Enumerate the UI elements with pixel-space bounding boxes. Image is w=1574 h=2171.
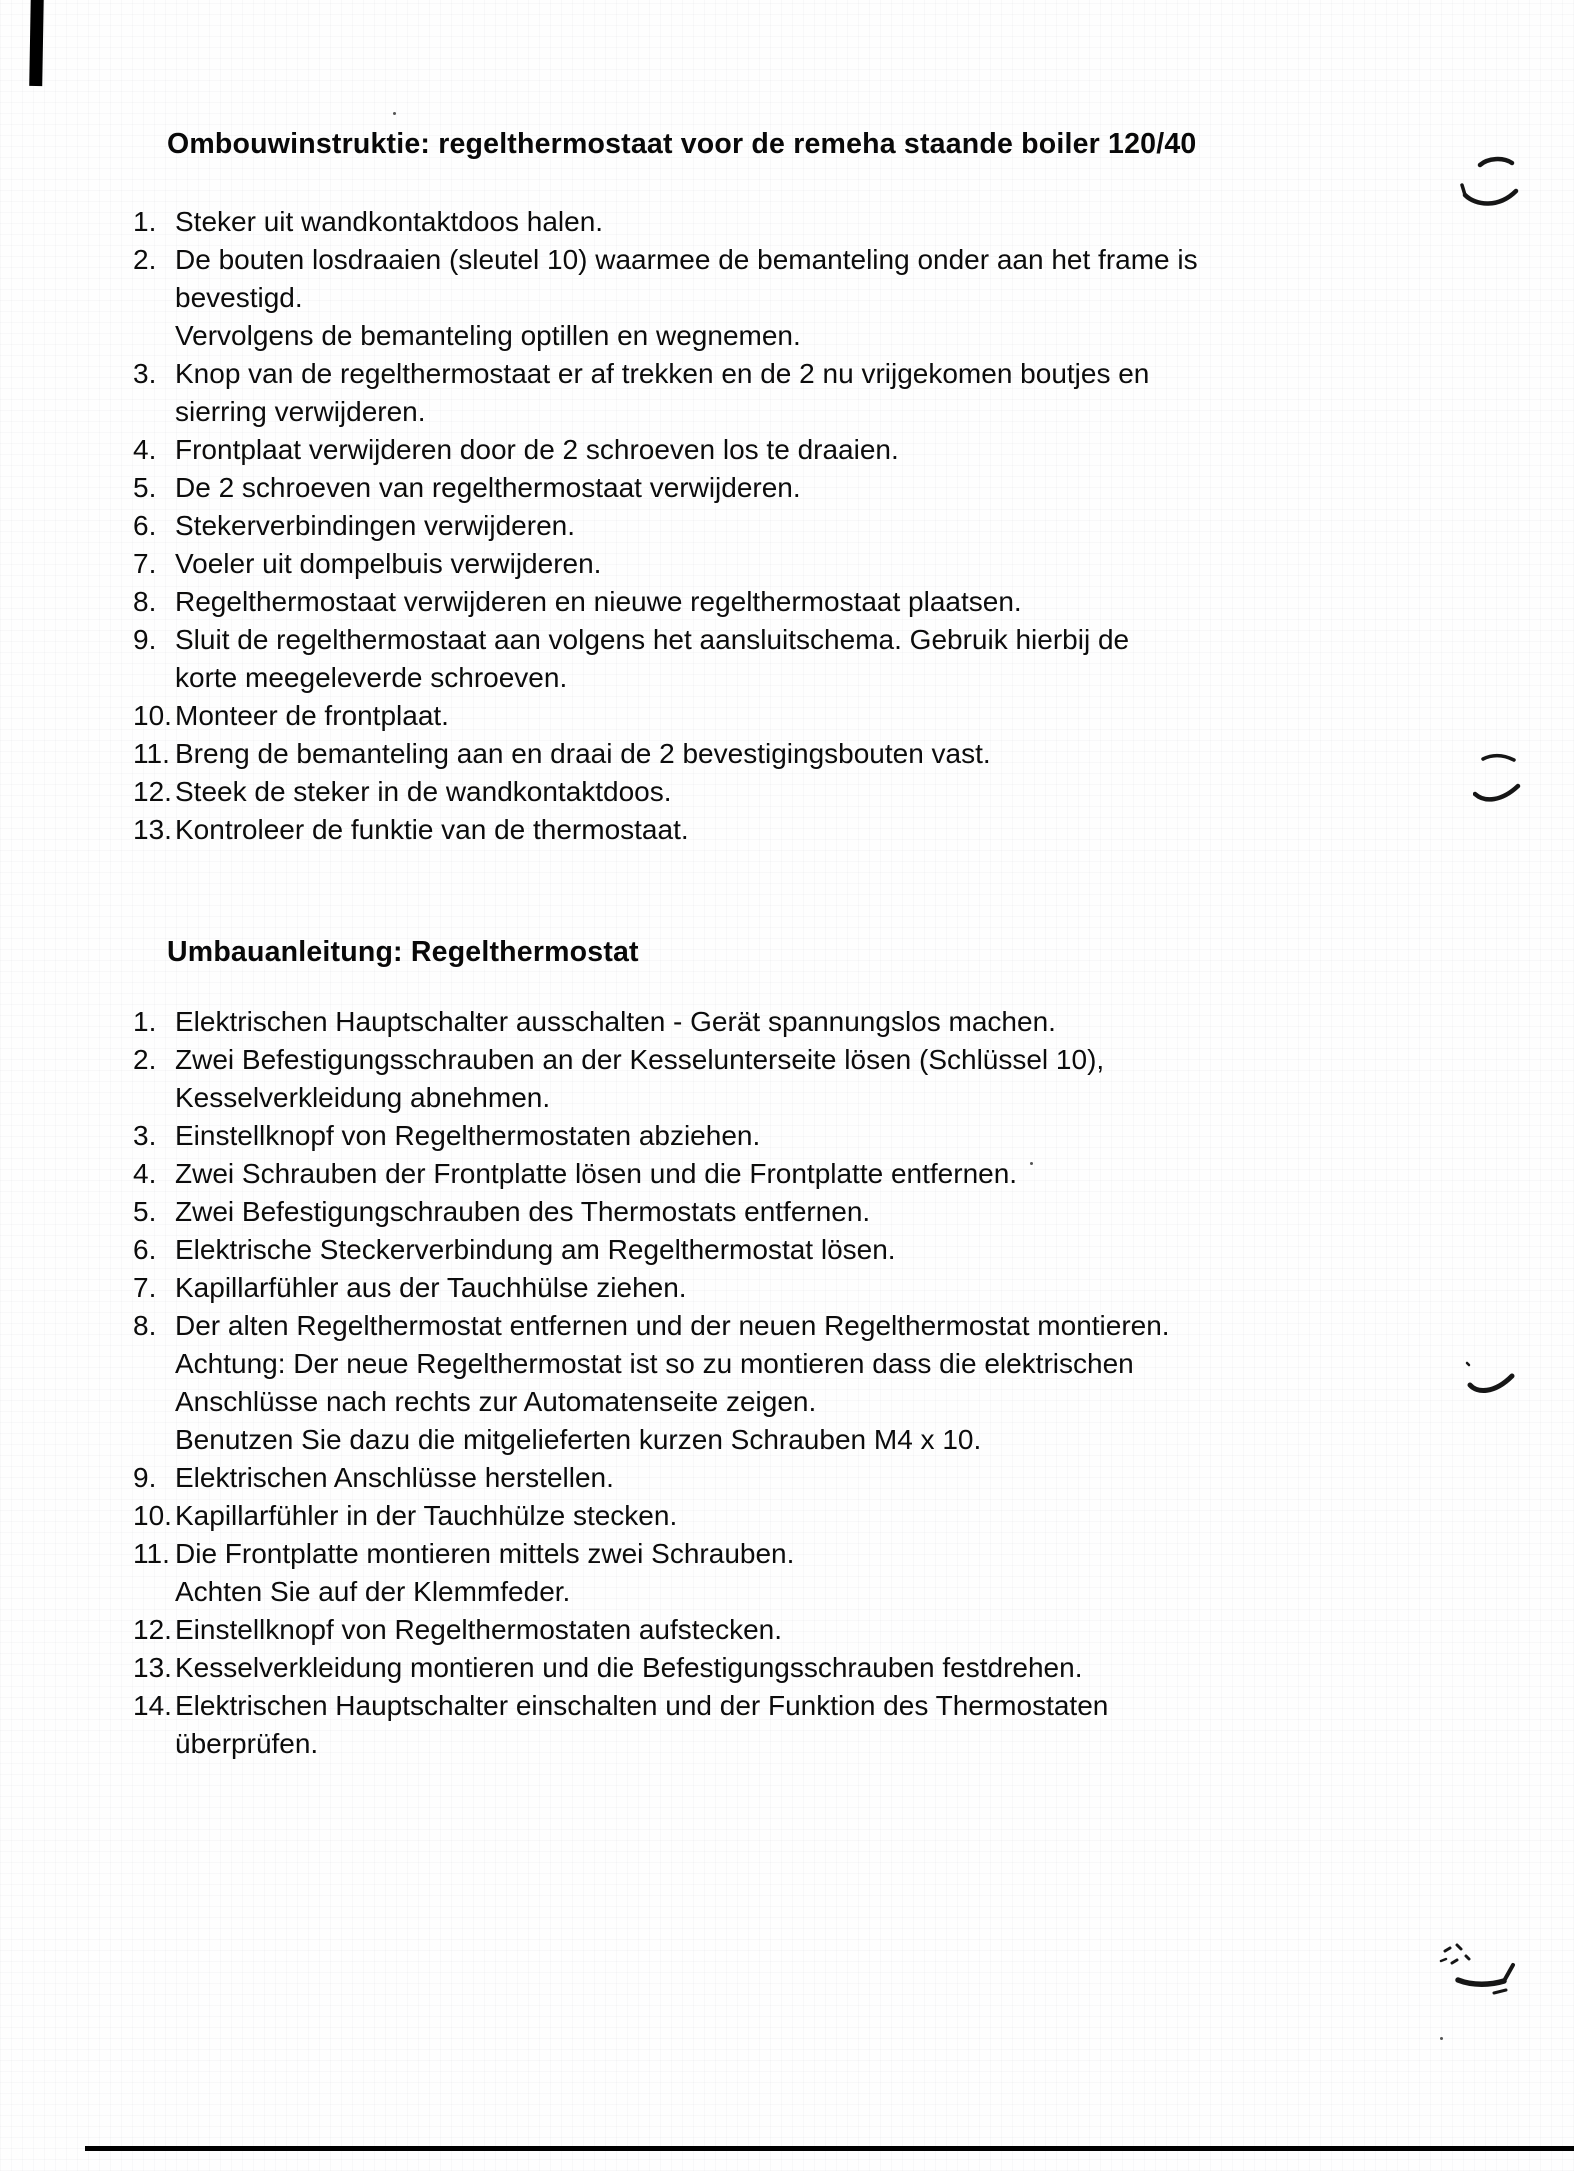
instruction-item [133,811,1463,849]
dust-speck [393,112,396,115]
item-number: 13. [133,814,172,845]
item-number: 8. [133,1310,157,1341]
item-text-line: Einstellknopf von Regelthermostaten aufstecken. [175,1614,783,1645]
item-text-line: Zwei Befestigungsschrauben an der Kesselunterseite lösen (Schlüssel 10), [175,1044,1105,1075]
item-number: 14. [133,1690,172,1721]
item-text [175,1117,1463,1155]
item-number: 12. [133,776,172,807]
item-text-line: Achten Sie auf der Klemmfeder. [175,1576,571,1607]
item-text-line: Vervolgens de bemanteling optillen en wegnemen. [175,320,801,351]
item-number: 4. [133,1158,157,1189]
item-text-line: Stekerverbindingen verwijderen. [175,510,575,541]
instruction-item [133,697,1463,735]
item-text-line: Zwei Befestigungschrauben des Thermostats entfernen. [175,1196,871,1227]
instruction-item [133,1269,1463,1307]
instruction-item [133,241,1463,355]
item-text-line: Steker uit wandkontaktdoos halen. [175,206,604,237]
item-text-line: De 2 schroeven van regelthermostaat verwijderen. [175,472,801,503]
item-number: 7. [133,548,157,579]
item-text [175,735,1463,773]
instruction-item [133,1117,1463,1155]
item-number: 1. [133,1006,157,1037]
instruction-document [133,125,1463,1763]
instruction-item [133,1193,1463,1231]
section-german-instructions [133,933,1463,1763]
item-text [175,1269,1463,1307]
item-text-line: Kapillarfühler in der Tauchhülze stecken. [175,1500,678,1531]
item-text-line: korte meegeleverde schroeven. [175,662,568,693]
scan-edge-artifact-bottom [85,2146,1574,2151]
item-text-line: Achtung: Der neue Regelthermostat ist so zu montieren dass die elektrischen [175,1348,1134,1379]
item-number: 3. [133,358,157,389]
item-text [175,431,1463,469]
item-text-line: Kesselverkleidung abnehmen. [175,1082,551,1113]
item-number: 6. [133,510,157,541]
item-text [175,1155,1463,1193]
instruction-item [133,1535,1463,1611]
dust-speck [1030,1162,1033,1165]
instruction-item [133,1003,1463,1041]
item-text-line: Voeler uit dompelbuis verwijderen. [175,548,602,579]
item-text [175,621,1463,697]
instruction-item [133,1459,1463,1497]
item-text-line: Die Frontplatte montieren mittels zwei Schrauben. [175,1538,795,1569]
item-text-line: überprüfen. [175,1728,319,1759]
item-text [175,811,1463,849]
item-text-line: Elektrische Steckerverbindung am Regelthermostat lösen. [175,1234,896,1265]
item-text-line: sierring verwijderen. [175,396,426,427]
item-number: 2. [133,244,157,275]
item-text [175,1307,1463,1459]
item-text [175,1649,1463,1687]
dutch-instruction-list [133,203,1463,849]
item-number: 13. [133,1652,172,1683]
instruction-item [133,773,1463,811]
pen-mark-circle-top-right [1458,153,1530,215]
item-number: 11. [133,738,170,769]
instruction-item [133,431,1463,469]
item-text-line: Der alten Regelthermostat entfernen und der neuen Regelthermostat montieren. [175,1310,1170,1341]
instruction-item [133,583,1463,621]
section-dutch-instructions [133,125,1463,849]
item-text [175,1497,1463,1535]
item-text [175,1459,1463,1497]
item-number: 10. [133,1500,172,1531]
instruction-item [133,1611,1463,1649]
pen-mark-mid-right [1473,750,1523,806]
item-text [175,1193,1463,1231]
item-number: 6. [133,1234,157,1265]
item-text-line: De bouten losdraaien (sleutel 10) waarmee de bemanteling onder aan het frame is [175,244,1198,275]
item-number: 2. [133,1044,157,1075]
item-number: 9. [133,624,157,655]
instruction-item [133,735,1463,773]
item-number: 4. [133,434,157,465]
item-number: 12. [133,1614,172,1645]
item-number: 11. [133,1538,170,1569]
instruction-item [133,1155,1463,1193]
instruction-item [133,507,1463,545]
pen-mark-scratch-bottom-right [1433,1936,1523,2006]
item-text [175,1003,1463,1041]
item-text-line: Kapillarfühler aus der Tauchhülse ziehen. [175,1272,687,1303]
instruction-item [133,1231,1463,1269]
item-text-line: Anschlüsse nach rechts zur Automatenseite zeigen. [175,1386,817,1417]
item-text-line: Zwei Schrauben der Frontplatte lösen und die Frontplatte entfernen. [175,1158,1018,1189]
item-text-line: Frontplaat verwijderen door de 2 schroeven los te draaien. [175,434,899,465]
instruction-item [133,1041,1463,1117]
item-number: 10. [133,700,172,731]
instruction-item [133,621,1463,697]
item-text-line: Monteer de frontplaat. [175,700,449,731]
item-text-line: Kesselverkleidung montieren und die Befestigungsschrauben festdrehen. [175,1652,1083,1683]
item-number: 8. [133,586,157,617]
item-number: 1. [133,206,157,237]
instruction-item [133,469,1463,507]
german-instruction-list [133,1003,1463,1763]
item-number: 5. [133,472,157,503]
scan-edge-artifact-top-left [29,0,44,86]
item-text-line: Regelthermostaat verwijderen en nieuwe regelthermostaat plaatsen. [175,586,1022,617]
item-text [175,507,1463,545]
instruction-item [133,1307,1463,1459]
item-text-line: Sluit de regelthermostaat aan volgens het aansluitschema. Gebruik hierbij de [175,624,1130,655]
dutch-section-title: Ombouwinstruktie: regelthermostaat voor de remeha staande boiler 120/40 [167,128,1197,160]
item-text [175,583,1463,621]
item-text [175,203,1463,241]
item-number: 9. [133,1462,157,1493]
instruction-item [133,1649,1463,1687]
item-text [175,1687,1463,1763]
item-text-line: Elektrischen Hauptschalter ausschalten - Gerät spannungslos machen. [175,1006,1056,1037]
item-text [175,1535,1463,1611]
item-text-line: bevestigd. [175,282,303,313]
item-text-line: Steek de steker in de wandkontaktdoos. [175,776,672,807]
item-text [175,697,1463,735]
item-text [175,241,1463,355]
item-text [175,1611,1463,1649]
item-text-line: Elektrischen Hauptschalter einschalten und der Funktion des Thermostaten [175,1690,1109,1721]
item-text [175,469,1463,507]
item-text-line: Kontroleer de funktie van de thermostaat. [175,814,689,845]
item-number: 5. [133,1196,157,1227]
instruction-item [133,1687,1463,1763]
item-text [175,1041,1463,1117]
instruction-item [133,355,1463,431]
item-text [175,355,1463,431]
item-text-line: Elektrischen Anschlüsse herstellen. [175,1462,614,1493]
item-text [175,545,1463,583]
item-text-line: Breng de bemanteling aan en draai de 2 bevestigingsbouten vast. [175,738,991,769]
instruction-item [133,545,1463,583]
item-text-line: Einstellknopf von Regelthermostaten abziehen. [175,1120,761,1151]
item-text-line: Benutzen Sie dazu die mitgelieferten kurzen Schrauben M4 x 10. [175,1424,982,1455]
instruction-item [133,203,1463,241]
german-section-title: Umbauanleitung: Regelthermostat [167,936,639,968]
item-text [175,773,1463,811]
item-text-line: Knop van de regelthermostaat er af trekken en de 2 nu vrijgekomen boutjes en [175,358,1150,389]
instruction-item [133,1497,1463,1535]
item-number: 7. [133,1272,157,1303]
item-number: 3. [133,1120,157,1151]
dust-speck [1440,2037,1443,2040]
item-text [175,1231,1463,1269]
pen-mark-lower-right [1461,1356,1519,1400]
